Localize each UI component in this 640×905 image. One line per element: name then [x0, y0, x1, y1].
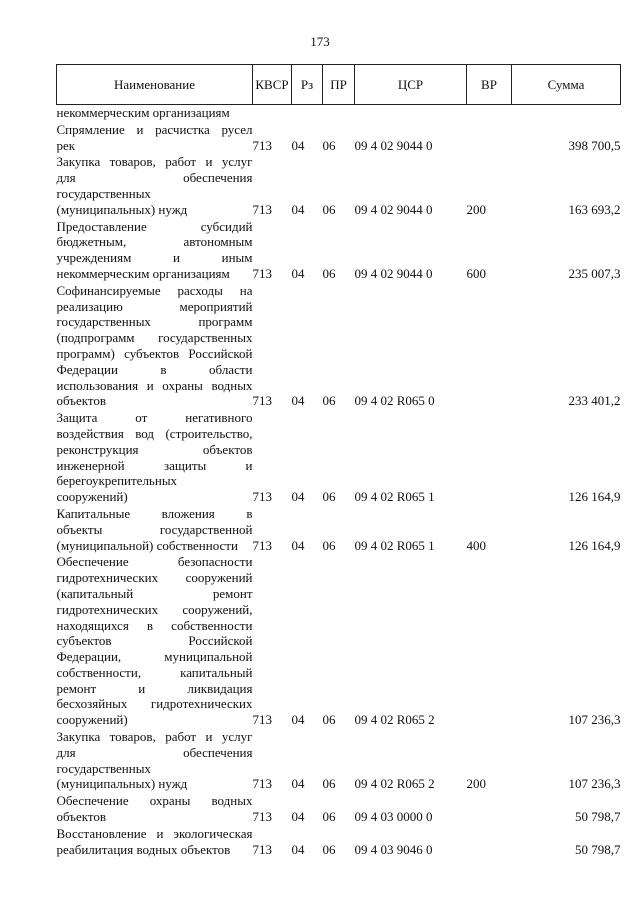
row-vr [467, 105, 512, 122]
row-kvsr: 713 [252, 537, 272, 553]
row-name-line: Капитальные вложения в [56, 505, 253, 521]
row-name-line: (муниципальных) нужд [56, 201, 188, 217]
row-rz: 04 [291, 537, 305, 553]
row-name-line: (подпрограмм государственных [56, 330, 253, 346]
row-rz: 04 [291, 137, 305, 153]
row-name-line: рек [56, 137, 76, 153]
row-name [57, 283, 253, 410]
row-csr: 09 4 02 R065 0 [354, 393, 435, 409]
row-name [57, 793, 253, 826]
table-row [57, 283, 621, 410]
row-name-line: инженерной защиты и [56, 457, 253, 473]
row-name-line: (муниципальной) собственности [56, 537, 238, 553]
row-rz: 04 [291, 393, 305, 409]
row-pr: 06 [322, 537, 336, 553]
row-name-line: программ) субъектов Российской [56, 345, 253, 361]
row-sum: 126 164,9 [568, 537, 621, 553]
row-name-line: сооружений) [56, 489, 128, 505]
row-name [57, 105, 253, 122]
row-name-line: находящихся в собственности [56, 617, 253, 633]
row-name-line: гидротехнических сооружений [56, 570, 253, 586]
row-sum [512, 105, 621, 122]
row-rz: 04 [291, 841, 305, 857]
row-sum: 50 798,7 [575, 841, 621, 857]
row-kvsr: 713 [252, 489, 272, 505]
row-sum: 107 236,3 [568, 776, 621, 792]
row-vr: 400 [466, 537, 486, 553]
table-row [57, 826, 621, 859]
row-name-line: Спрямление и расчистка русел [56, 121, 253, 137]
row-vr: 600 [466, 265, 486, 281]
header-vr: ВР [467, 65, 512, 105]
row-vr [467, 283, 512, 410]
row-pr: 06 [322, 265, 336, 281]
row-sum: 233 401,2 [568, 393, 621, 409]
row-csr [355, 105, 467, 122]
row-pr: 06 [322, 201, 336, 217]
row-kvsr [253, 105, 292, 122]
table-row [57, 506, 621, 554]
row-name-line: Предоставление субсидий [56, 218, 253, 234]
row-kvsr: 713 [252, 265, 272, 281]
row-rz [292, 105, 323, 122]
row-name-line: некоммерческим организациям [56, 105, 230, 120]
row-csr: 09 4 02 R065 2 [354, 712, 435, 728]
row-name-line: реализацию мероприятий [56, 298, 253, 314]
row-csr: 09 4 02 9044 0 [354, 137, 433, 153]
header-name: Наименование [57, 65, 253, 105]
row-name-line: реабилитация водных объектов [56, 841, 231, 857]
row-name-line: Защита от негативного [56, 410, 253, 426]
row-sum: 50 798,7 [575, 809, 621, 825]
header-kvsr: КВСР [253, 65, 292, 105]
row-name-line: государственных программ [56, 314, 253, 330]
row-rz: 04 [291, 776, 305, 792]
row-vr [467, 793, 512, 826]
row-name-line: некоммерческим организациям [56, 265, 230, 281]
row-rz: 04 [291, 712, 305, 728]
row-name [57, 506, 253, 554]
row-name-line: воздействия вод (строительство, [56, 425, 253, 441]
row-name-line: Обеспечение безопасности [56, 554, 253, 570]
row-name-line: Закупка товаров, работ и услуг [56, 154, 253, 170]
row-pr: 06 [322, 712, 336, 728]
row-name [57, 219, 253, 283]
header-pr: ПР [323, 65, 355, 105]
table-row [57, 729, 621, 793]
table-row [57, 122, 621, 155]
row-sum: 126 164,9 [568, 489, 621, 505]
table-row [57, 105, 621, 122]
row-vr [467, 826, 512, 859]
row-pr: 06 [322, 393, 336, 409]
row-pr: 06 [322, 489, 336, 505]
budget-table [56, 64, 621, 858]
row-rz: 04 [291, 489, 305, 505]
row-name-line: бюджетным, автономным [56, 234, 253, 250]
row-name-line: берегоукрепительных [56, 473, 178, 489]
row-csr: 09 4 02 R065 2 [354, 776, 435, 792]
row-kvsr: 713 [252, 393, 272, 409]
row-name-line: объектов [56, 809, 107, 825]
table-row [57, 154, 621, 218]
row-name [57, 554, 253, 729]
row-name-line: собственности, капитальный [56, 664, 253, 680]
row-name-line: государственных [56, 185, 151, 201]
table-row [57, 410, 621, 506]
row-sum: 235 007,3 [568, 265, 621, 281]
row-name [57, 122, 253, 155]
table-header-row [57, 65, 621, 105]
row-pr: 06 [322, 809, 336, 825]
table-row [57, 219, 621, 283]
row-kvsr: 713 [252, 201, 272, 217]
row-name-line: для обеспечения [56, 744, 253, 760]
row-name-line: (капитальный ремонт [56, 585, 253, 601]
table-body [57, 105, 621, 859]
row-kvsr: 713 [252, 137, 272, 153]
row-name-line: учреждениям и иным [56, 250, 253, 266]
row-kvsr: 713 [252, 776, 272, 792]
row-name-line: объектов [56, 393, 107, 409]
row-sum: 163 693,2 [568, 201, 621, 217]
row-name-line: Софинансируемые расходы на [56, 282, 253, 298]
table-row [57, 793, 621, 826]
header-csr: ЦСР [355, 65, 467, 105]
row-vr [467, 410, 512, 506]
row-name-line: (муниципальных) нужд [56, 776, 188, 792]
row-name [57, 729, 253, 793]
row-name-line: субъектов Российской [56, 633, 253, 649]
row-name-line: Федерации в области [56, 361, 253, 377]
row-pr [323, 105, 355, 122]
row-rz: 04 [291, 809, 305, 825]
row-name-line: сооружений) [56, 712, 128, 728]
row-vr: 200 [466, 776, 486, 792]
row-name-line: Закупка товаров, работ и услуг [56, 729, 253, 745]
row-sum: 398 700,5 [568, 137, 621, 153]
row-csr: 09 4 02 9044 0 [354, 265, 433, 281]
row-kvsr: 713 [252, 712, 272, 728]
row-csr: 09 4 03 9046 0 [354, 841, 433, 857]
row-sum: 107 236,3 [568, 712, 621, 728]
row-name-line: Обеспечение охраны водных [56, 793, 253, 809]
row-pr: 06 [322, 776, 336, 792]
row-name-line: Федерации, муниципальной [56, 649, 253, 665]
row-csr: 09 4 02 R065 1 [354, 489, 435, 505]
row-name-line: государственных [56, 760, 151, 776]
row-name-line: бесхозяйных гидротехнических [56, 696, 253, 712]
row-name-line: для обеспечения [56, 170, 253, 186]
row-name-line: объекты государственной [56, 521, 253, 537]
row-csr: 09 4 02 9044 0 [354, 201, 433, 217]
row-vr [467, 122, 512, 155]
row-kvsr: 713 [252, 809, 272, 825]
row-vr [467, 554, 512, 729]
row-csr: 09 4 03 0000 0 [354, 809, 433, 825]
row-pr: 06 [322, 137, 336, 153]
row-rz: 04 [291, 265, 305, 281]
header-sum: Сумма [512, 65, 621, 105]
header-rz: Рз [292, 65, 323, 105]
row-name [57, 826, 253, 859]
row-name-line: Восстановление и экологическая [56, 825, 253, 841]
row-name-line: использования и охраны водных [56, 377, 253, 393]
row-pr: 06 [322, 841, 336, 857]
row-csr: 09 4 02 R065 1 [354, 537, 435, 553]
row-name [57, 410, 253, 506]
table-row [57, 554, 621, 729]
page-number: 173 [310, 34, 330, 49]
row-kvsr: 713 [252, 841, 272, 857]
row-vr: 200 [466, 201, 486, 217]
row-rz: 04 [291, 201, 305, 217]
row-name-line: ремонт и ликвидация [56, 680, 253, 696]
row-name-line: реконструкция объектов [56, 441, 253, 457]
row-name [57, 154, 253, 218]
row-name-line: гидротехнических сооружений, [56, 601, 253, 617]
